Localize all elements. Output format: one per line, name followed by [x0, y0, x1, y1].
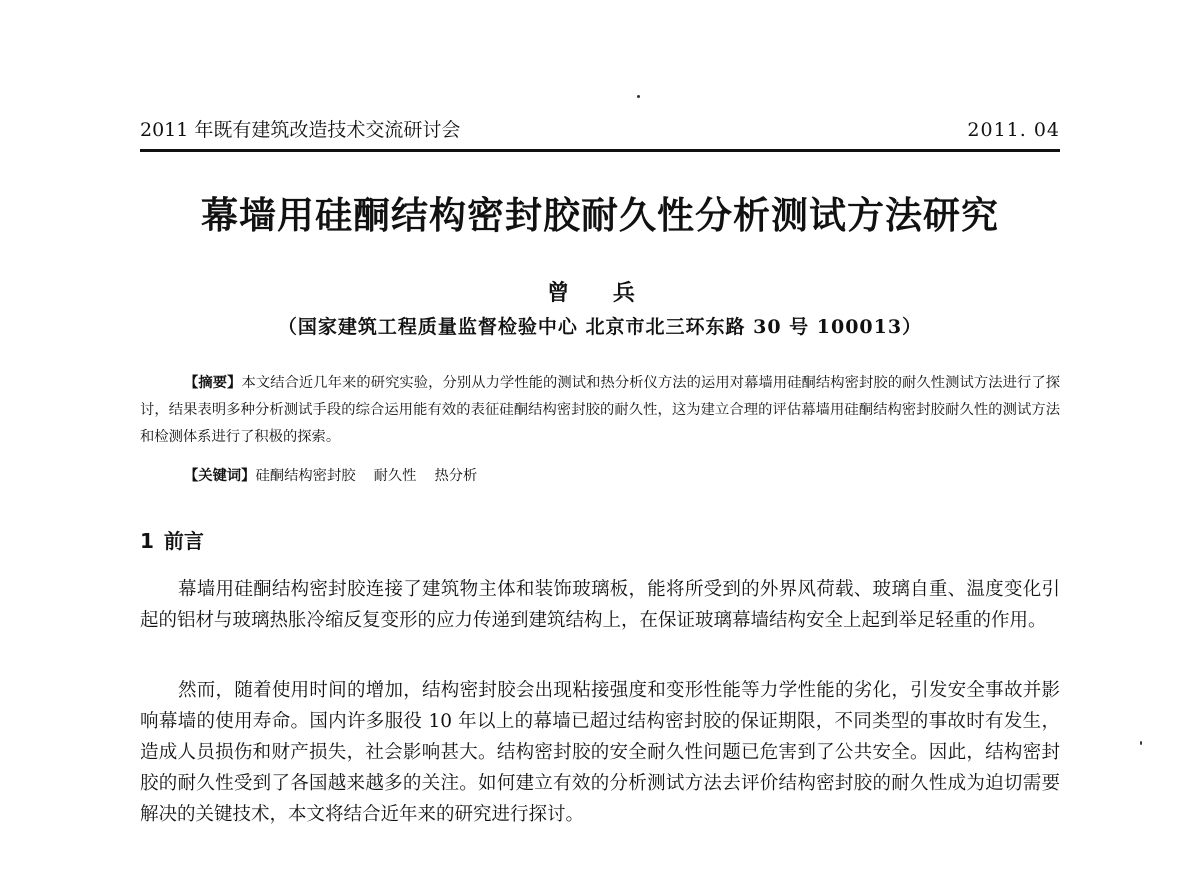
keywords: [140, 463, 1060, 490]
scan-speck: [637, 95, 640, 98]
conference-name: 2011 年既有建筑改造技术交流研讨会: [140, 119, 461, 141]
section-title: 前言: [163, 529, 204, 553]
paper-title: 幕墙用硅酮结构密封胶耐久性分析测试方法研究: [201, 194, 999, 237]
body-paragraph: 然而，随着使用时间的增加，结构密封胶会出现粘接强度和变形性能等力学性能的劣化，引发安全事故并影响幕墙的使用寿命。国内许多服役 10 年以上的幕墙已超过结构密封胶的保证期限，不同类型的事故时有发生，造成人员损伤和财产损失，社会影响甚大。结构密封胶的安全耐久性问题已危害到了公共安全。因此，结构密封胶的耐久性受到了各国越来越多的关注。如何建立有效的分析测试方法去评价结构密封胶的耐久性成为迫切需要解决的关键技术，本文将结合近年来的研究进行探讨。: [140, 680, 1060, 825]
running-header: [140, 115, 1060, 145]
keywords-label: 【关键词】: [184, 468, 256, 484]
keyword-item: 热分析: [434, 468, 478, 484]
section-heading: [140, 526, 204, 556]
abstract: [140, 370, 1060, 451]
abstract-text: 本文结合近几年来的研究实验，分别从力学性能的测试和热分析仪方法的运用对幕墙用硅酮结构密封胶的耐久性测试方法进行了探讨，结果表明多种分析测试手段的综合运用能有效的表征硅酮结构密封胶的耐久性，这为建立合理的评估幕墙用硅酮结构密封胶耐久性的测试方法和检测体系进行了积极的探索。: [140, 375, 1061, 445]
keyword-item: 耐久性: [373, 468, 417, 484]
header-date: 2011. 04: [967, 119, 1060, 141]
scan-speck: [1140, 741, 1142, 745]
section-number: 1: [140, 529, 154, 553]
keyword-item: 硅酮结构密封胶: [255, 468, 356, 484]
header-rule: [140, 149, 1060, 152]
author-name: 曾 兵: [547, 280, 653, 306]
body-paragraph: 幕墙用硅酮结构密封胶连接了建筑物主体和装饰玻璃板，能将所受到的外界风荷载、玻璃自重、温度变化引起的铝材与玻璃热胀冷缩反复变形的应力传递到建筑结构上，在保证玻璃幕墙结构安全上起到举足轻重的作用。: [140, 579, 1060, 631]
author-affiliation: （国家建筑工程质量监督检验中心 北京市北三环东路 30 号 100013）: [277, 316, 923, 338]
abstract-label: 【摘要】: [184, 375, 242, 391]
